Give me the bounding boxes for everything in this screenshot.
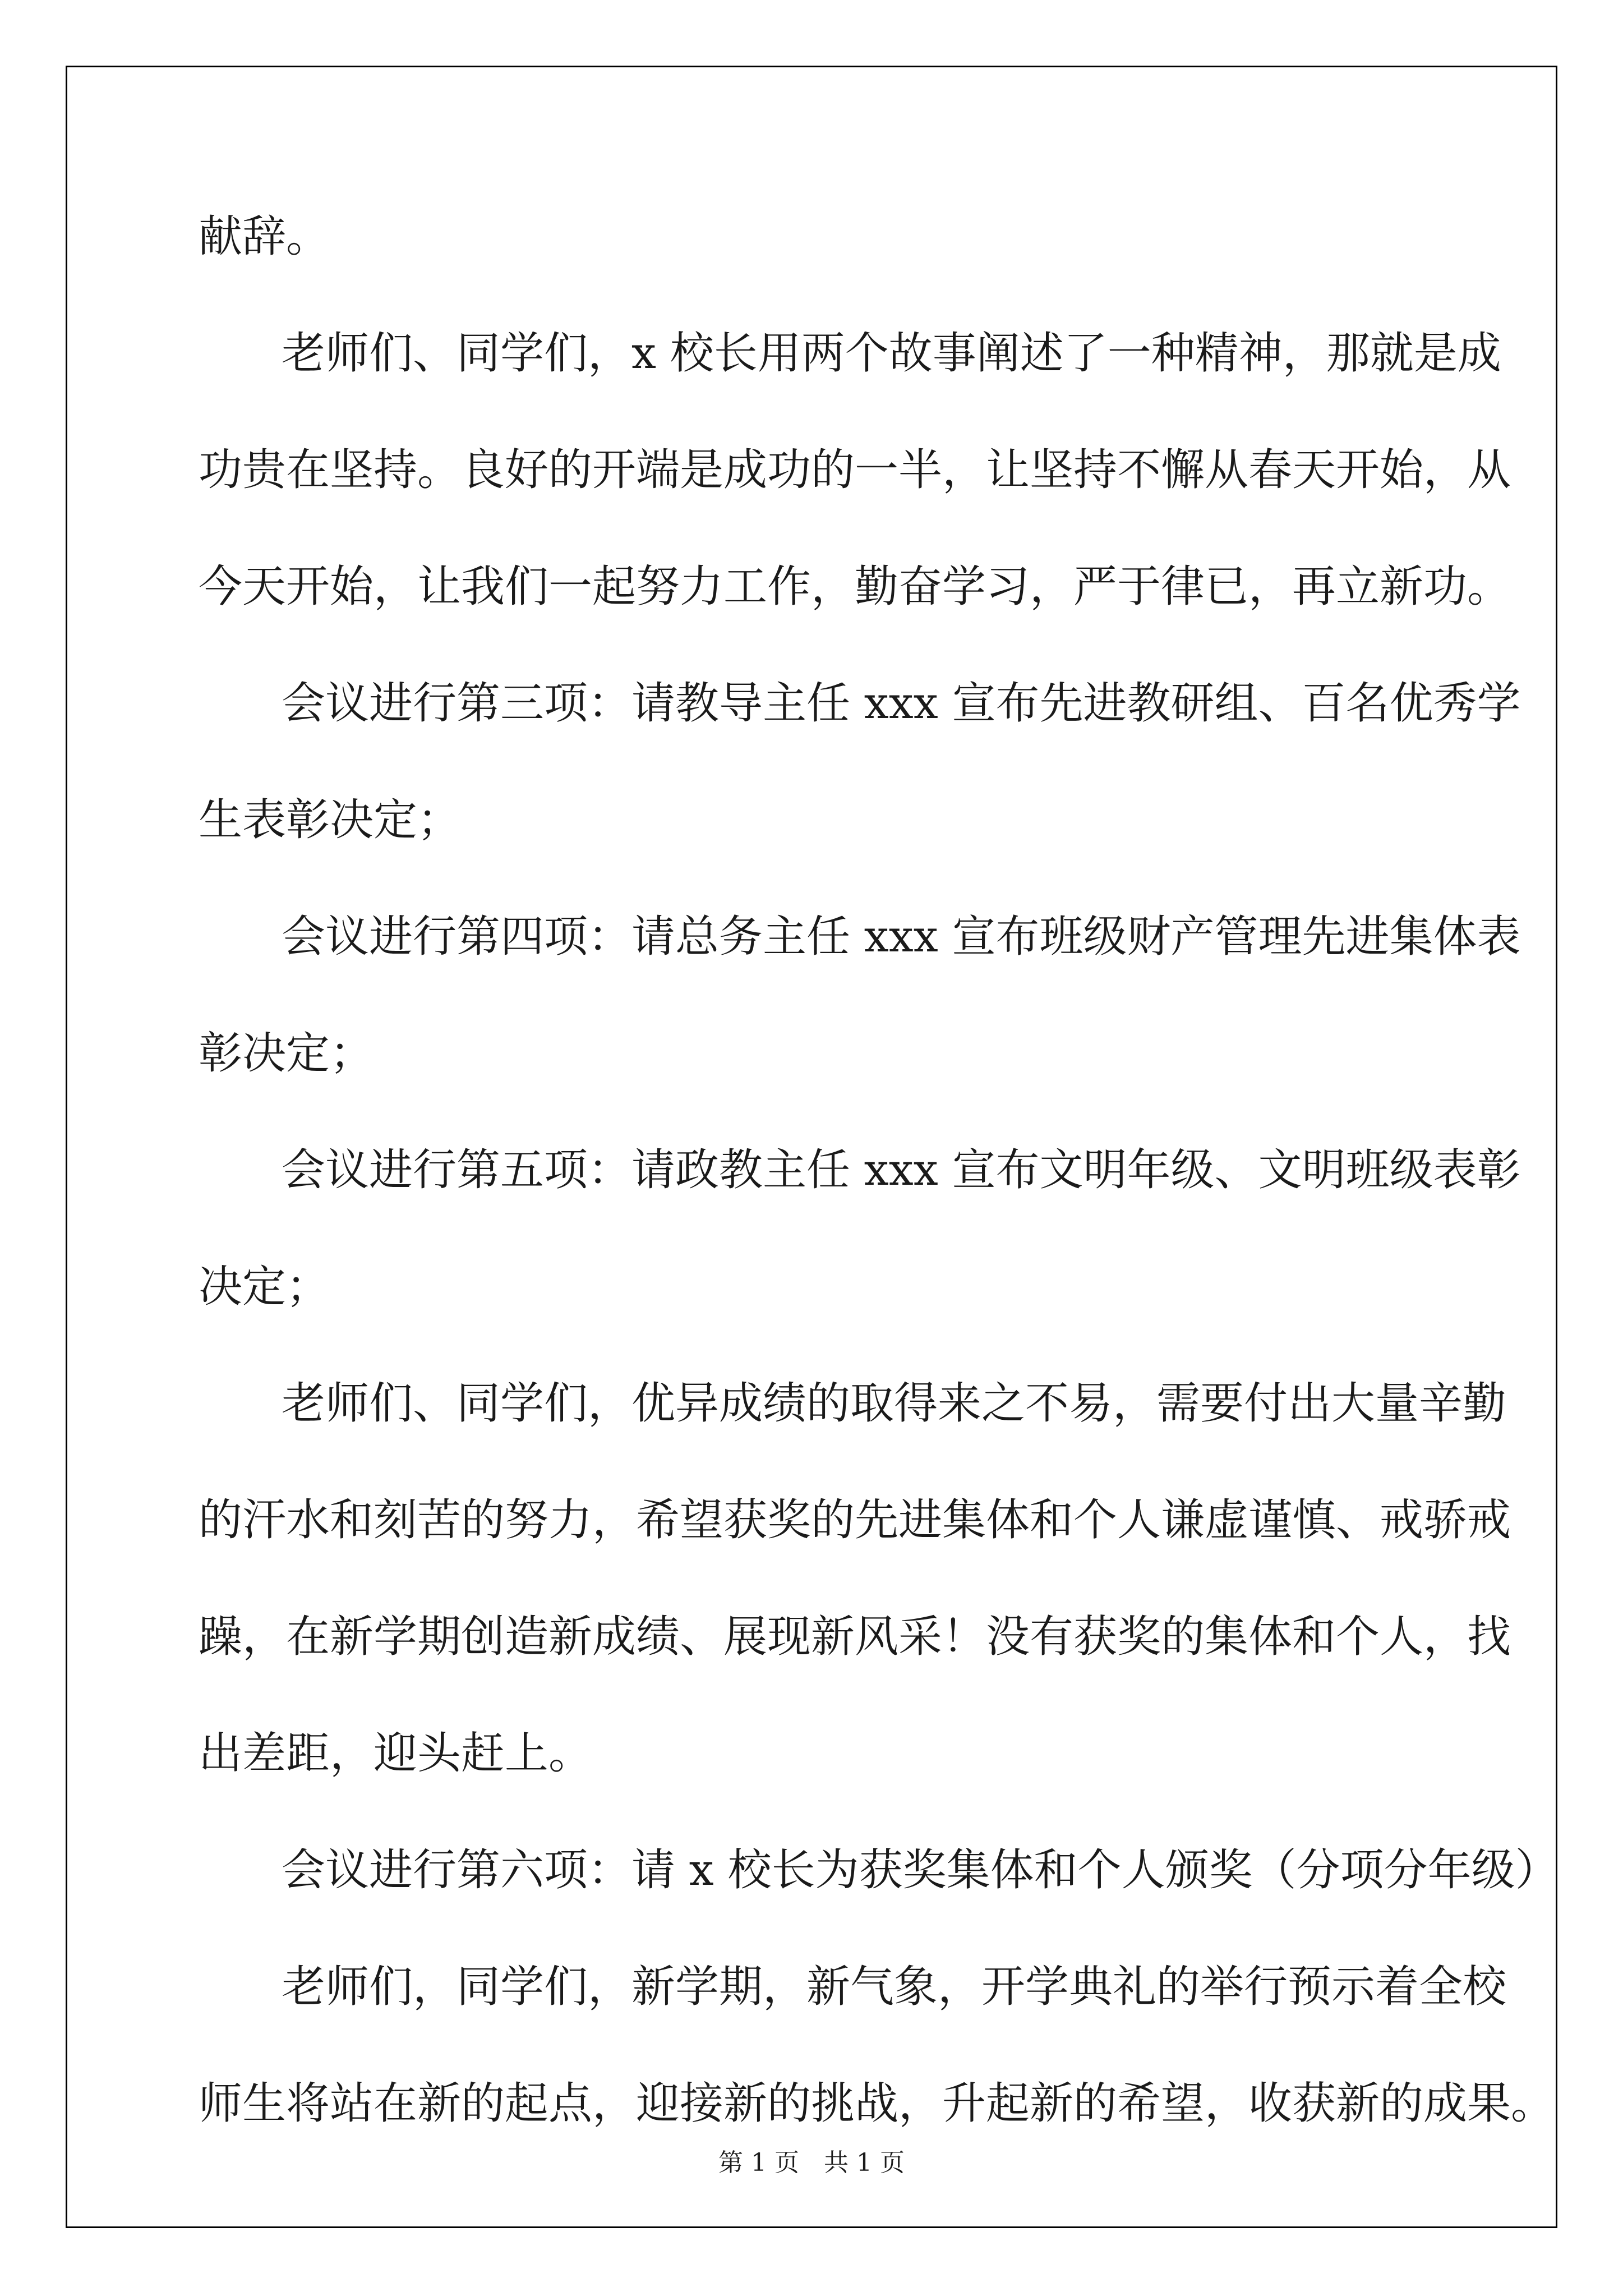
page-number-footer: 第 1 页 共 1 页	[718, 2148, 905, 2177]
text-line: 今天开始，让我们一起努力工作，勤奋学习，严于律已，再立新功。	[199, 562, 1511, 612]
text-line: 会议进行第四项：请总务主任 xxx 宣布班级财产管理先进集体表	[282, 912, 1521, 962]
text-line: 会议进行第三项：请教导主任 xxx 宣布先进教研组、百名优秀学	[282, 678, 1521, 729]
text-line: 出差距，迎头赶上。	[199, 1728, 593, 1779]
text-line: 师生将站在新的起点，迎接新的挑战，升起新的希望，收获新的成果。	[199, 2078, 1555, 2129]
text-line: 躁，在新学期创造新成绩、展现新风采！没有获奖的集体和个人，找	[199, 1612, 1511, 1662]
text-line: 的汗水和刻苦的努力，希望获奖的先进集体和个人谦虚谨慎、戒骄戒	[199, 1495, 1511, 1545]
text-line: 老师们，同学们，新学期，新气象，开学典礼的举行预示着全校	[282, 1962, 1507, 2012]
text-line: 功贵在坚持。良好的开端是成功的一半，让坚持不懈从春天开始，从	[199, 445, 1511, 495]
text-line: 生表彰决定；	[199, 795, 462, 845]
text-line: 会议进行第五项：请政教主任 xxx 宣布文明年级、文明班级表彰	[282, 1145, 1521, 1195]
text-line: 彰决定；	[199, 1028, 374, 1079]
text-line: 决定；	[199, 1262, 330, 1312]
text-line: 献辞。	[199, 211, 330, 262]
text-line: 老师们、同学们，优异成绩的取得来之不易，需要付出大量辛勤	[282, 1378, 1507, 1429]
text-line: 会议进行第六项：请 x 校长为获奖集体和个人颁奖（分项分年级）	[282, 1845, 1559, 1895]
text-line: 老师们、同学们，x 校长用两个故事阐述了一种精神，那就是成	[282, 328, 1501, 379]
